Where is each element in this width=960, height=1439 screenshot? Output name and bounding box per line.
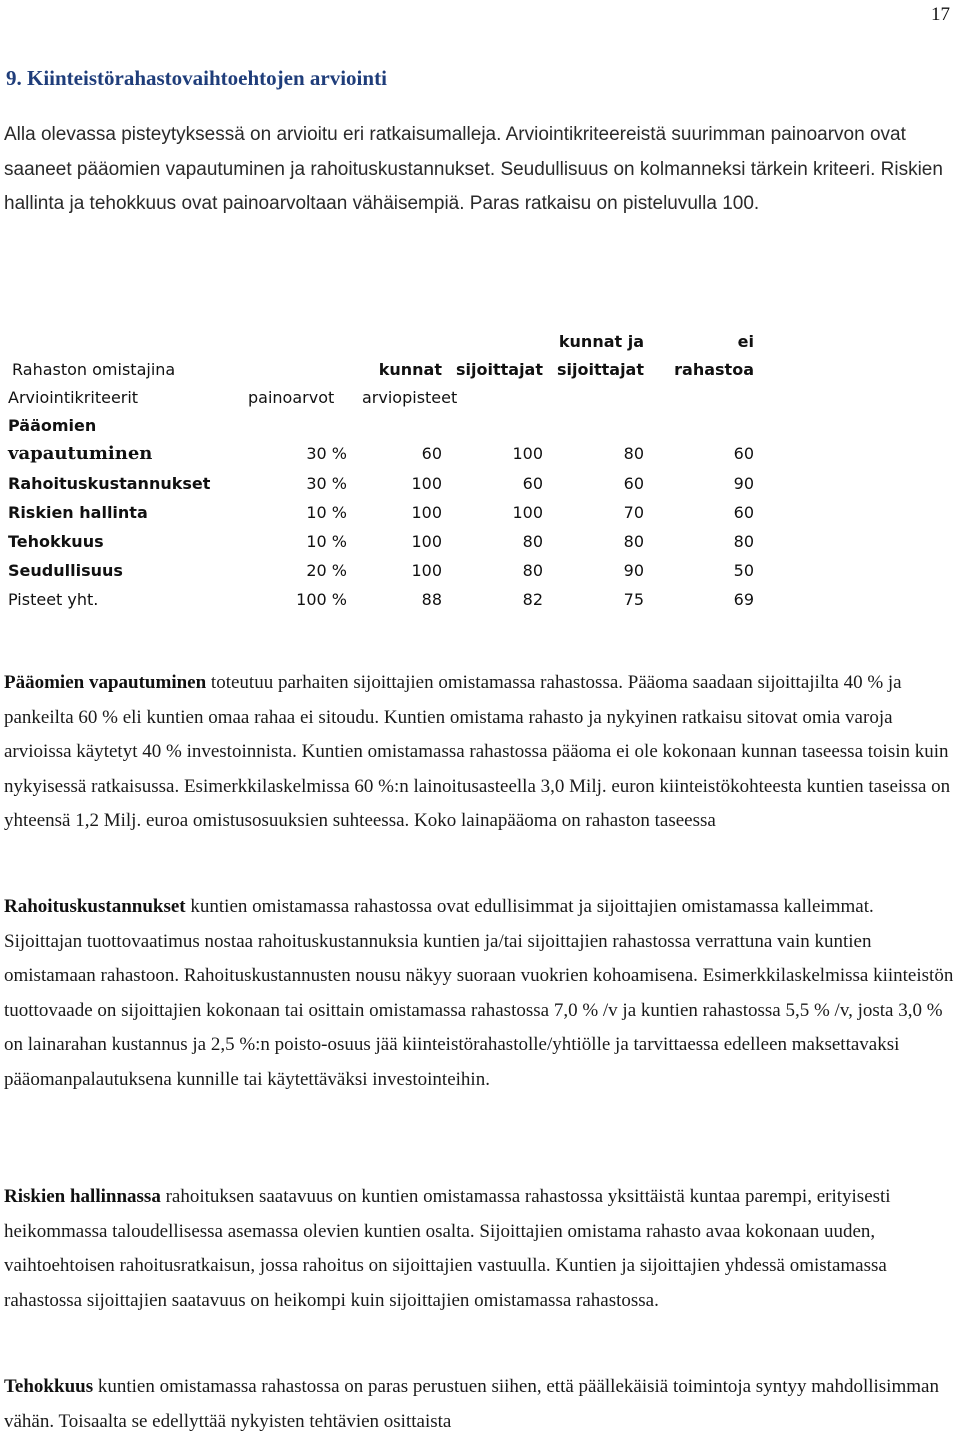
row-label: Seudullisuus [8, 561, 123, 580]
row-weight: 30 % [306, 474, 347, 493]
paragraph-financing-costs [4, 890, 954, 1097]
row-value-c2: 60 [522, 474, 543, 493]
header-c3: sijoittajat [557, 360, 644, 379]
row-value-c1: 100 [411, 561, 442, 580]
total-weight: 100 % [296, 590, 347, 609]
row-label-line1: Pääomien [8, 416, 97, 435]
row-value-c4: 50 [733, 561, 754, 580]
section-heading: 9. Kiinteistörahastovaihtoehtojen arviointi [6, 66, 387, 90]
table-row [8, 528, 768, 557]
paragraph-body: kuntien omistamassa rahastossa on paras perustuen siihen, että päällekäisiä toimintoja syntyy mahdollisimman vähän. Toisaalta se edellyttää nykyisten tehtävien osittaista [4, 1376, 939, 1432]
row-value-c4: 60 [733, 444, 754, 463]
row-label: Riskien hallinta [8, 503, 148, 522]
row-weight: 10 % [306, 503, 347, 522]
paragraph-lead: Riskien hallinnassa [4, 1186, 161, 1207]
row-weight: 20 % [306, 561, 347, 580]
row-value-c1: 100 [411, 532, 442, 551]
total-value-c1: 88 [421, 590, 442, 609]
paragraph-capital-release [4, 666, 954, 839]
row-value-c4: 60 [733, 503, 754, 522]
header-c3-line1: kunnat ja [558, 332, 644, 351]
table-subheader [8, 387, 768, 416]
total-label: Pisteet yht. [8, 590, 99, 609]
row-weight: 30 % [306, 444, 347, 463]
paragraph-lead: Rahoituskustannukset [4, 896, 186, 917]
paragraph-body: rahoituksen saatavuus on kuntien omistamassa rahastossa yksittäistä kuntaa parempi, erityisesti heikommassa taloudellisessa asemassa olevien kuntien osalta. Sijoittajien omistama rahasto avaa kokonaan uuden, vaihtoehtoisen rahoitusratkaisun, jossa rahoitus on sijoittajien vastuulla. Kuntien ja sijoittajien yhdessä omistamassa rahastossa sijoittajien saatavuus on heikompi kuin sijoittajien omistamassa rahastossa. [4, 1186, 891, 1311]
row-value-c1: 60 [421, 444, 442, 463]
page-number: 17 [931, 4, 950, 25]
table-total-row [8, 586, 768, 615]
row-value-c2: 100 [512, 503, 543, 522]
total-value-c3: 75 [623, 590, 644, 609]
paragraph-body: kuntien omistamassa rahastossa ovat edullisimmat ja sijoittajien omistamassa kalleimmat. Sijoittajan tuottovaatimus nostaa rahoituskustannuksia kuntien ja/tai sijoittajien rahastossa verrattuna vain kuntien omistamaan rahastoon. Rahoituskustannusten nousu näkyy suoraan vuokrien kohoamisena. Esimerkkilaskelmissa kiinteistön tuottovaade on sijoittajien kokonaan tai osittain omistamassa rahastossa 7,0 % /v ja kuntien rahastossa 5,5 % /v, josta 3,0 % on lainarahan kustannus ja 2,5 %:n poisto-osuus jää kiinteistörahastolle/yhtiölle ja tarvittaessa edelleen maksettavaksi pääomanpalautuksena kunnille tai käytettäväksi investointeihin. [4, 896, 954, 1090]
intro-paragraph: Alla olevassa pisteytyksessä on arvioitu eri ratkaisumalleja. Arviointikriteereistä suurimman painoarvon ovat saaneet pääomien vapautuminen ja rahoituskustannukset. Seudullisuus on kolmanneksi tärkein kriteeri. Riskien hallinta ja tehokkuus ovat painoarvoltaan vähäisempiä. Paras ratkaisu on pisteluvulla 100. [4, 124, 943, 214]
row-label: Tehokkuus [8, 532, 104, 551]
row-value-c4: 90 [733, 474, 754, 493]
row-value-c3: 80 [623, 444, 644, 463]
subheader-weight: painoarvot [248, 388, 335, 407]
subheader-criteria: Arviointikriteerit [8, 388, 139, 407]
row-value-c4: 80 [733, 532, 754, 551]
table-row [8, 557, 768, 586]
row-value-c1: 100 [411, 503, 442, 522]
evaluation-table [8, 330, 768, 615]
subheader-points: arviopisteet [362, 388, 458, 407]
paragraph-efficiency [4, 1370, 954, 1439]
row-label: vapautuminen [8, 443, 153, 464]
table-row [8, 499, 768, 528]
table-header-top [8, 330, 768, 358]
header-c2: sijoittajat [456, 360, 543, 379]
row-value-c3: 60 [623, 474, 644, 493]
total-value-c4: 69 [733, 590, 754, 609]
table-header [8, 358, 768, 387]
paragraph-lead: Pääomien vapautuminen [4, 672, 207, 693]
paragraph-lead: Tehokkuus [4, 1376, 94, 1397]
row-value-c2: 80 [522, 532, 543, 551]
row-value-c3: 80 [623, 532, 644, 551]
header-c1: kunnat [378, 360, 442, 379]
header-owner-label: Rahaston omistajina [12, 360, 176, 379]
table-row [8, 440, 768, 470]
row-label: Rahoituskustannukset [8, 474, 211, 493]
header-c4: rahastoa [674, 360, 754, 379]
row-value-c3: 70 [623, 503, 644, 522]
row-value-c3: 90 [623, 561, 644, 580]
table-row-label-line [8, 416, 768, 440]
row-value-c1: 100 [411, 474, 442, 493]
table-row [8, 470, 768, 499]
row-value-c2: 100 [512, 444, 543, 463]
row-weight: 10 % [306, 532, 347, 551]
paragraph-risk-management [4, 1180, 954, 1318]
total-value-c2: 82 [522, 590, 543, 609]
header-c4-line1: ei [737, 332, 754, 351]
row-value-c2: 80 [522, 561, 543, 580]
paragraph-body: toteutuu parhaiten sijoittajien omistamassa rahastossa. Pääoma saadaan sijoittajilta 40 % ja pankeilta 60 % eli kuntien omaa rahaa ei sitoudu. Kuntien omistama rahasto ja nykyinen ratkaisu sitovat omia varoja arvioissa käytetyt 40 % investoinnista. Kuntien omistamassa rahastossa pääoma ei ole kokonaan kunnan taseessa toisin kuin nykyisessä ratkaisussa. Esimerkkilaskelmissa 60 %:n lainoitusasteella 3,0 Milj. euron kiinteistökohteesta kuntien taseissa on yhteensä 1,2 Milj. euroa omistusosuuksien suhteessa. Koko lainapääoma on rahaston taseessa [4, 672, 951, 831]
